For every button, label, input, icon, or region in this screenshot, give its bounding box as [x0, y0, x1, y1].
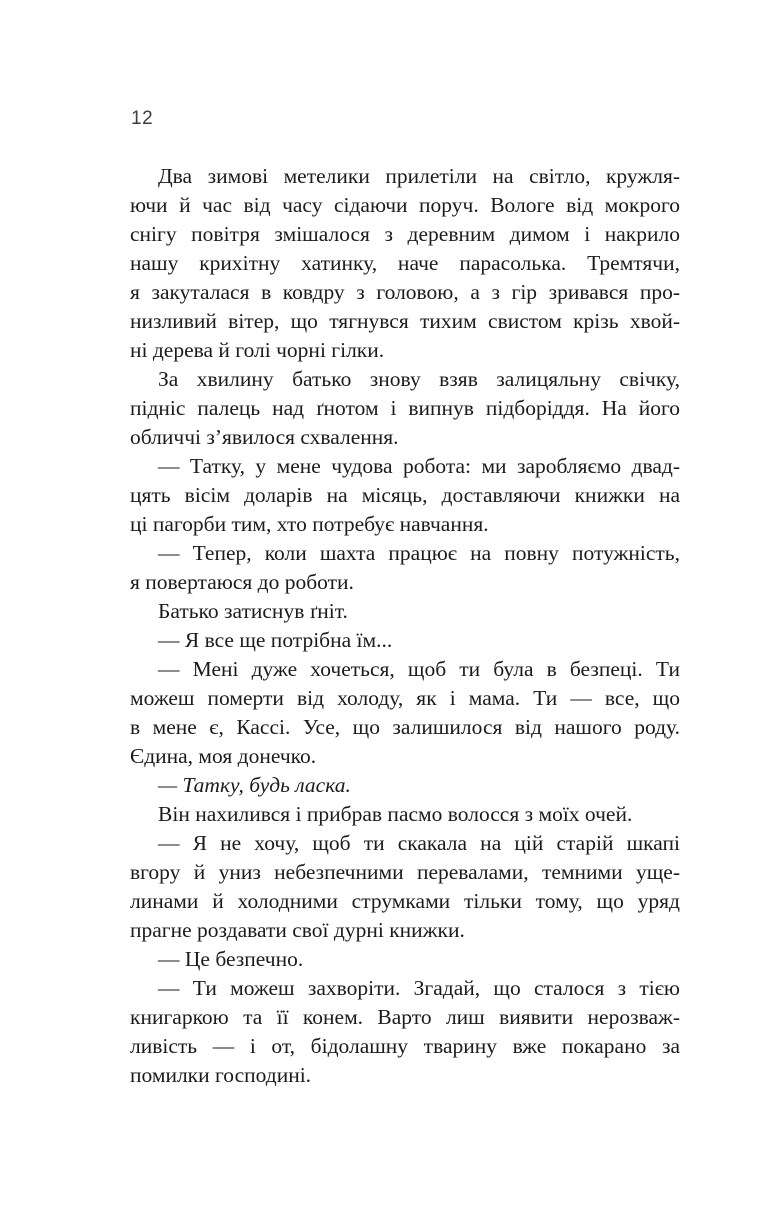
text-line: — Я не хочу, щоб ти скакала на цій старій шкапі: [158, 831, 680, 855]
text-line: можеш померти від холоду, як і мама. Ти — все, що: [130, 686, 680, 710]
text-line: Два зимові метелики прилетіли на світло, кружля-: [158, 164, 680, 188]
text-line: — Тепер, коли шахта працює на повну потужність,: [158, 541, 680, 565]
text-line: — Мені дуже хочеться, щоб ти була в безпеці. Ти: [158, 657, 680, 681]
text-line: прагне роздавати свої дурні книжки.: [130, 918, 465, 942]
paragraph: [130, 655, 680, 771]
page-number: 12: [131, 108, 154, 129]
paragraph: [130, 162, 680, 365]
text-line: — Це безпечно.: [158, 947, 304, 971]
paragraph: [130, 829, 680, 945]
text-line: помилки господині.: [130, 1063, 312, 1087]
text-line: ливість — і от, бідолашну тварину вже покарано за: [130, 1034, 680, 1058]
paragraph: [130, 771, 680, 800]
text-line: ці пагорби тим, хто потребує навчання.: [130, 512, 489, 536]
text-line: — Татку, будь ласка.: [158, 773, 351, 797]
text-line: підніс палець над ґнотом і випнув підборіддя. На його: [130, 396, 680, 420]
text-line: — Татку, у мене чудова робота: ми заробляємо двад-: [158, 454, 680, 478]
text-line: ні дерева й голі чорні гілки.: [130, 338, 385, 362]
text-line: Єдина, моя донечко.: [130, 744, 317, 768]
text-line: в мене є, Кассі. Усе, що залишилося від нашого роду.: [130, 715, 680, 739]
paragraph: [130, 539, 680, 597]
paragraph: [130, 945, 680, 974]
paragraph: [130, 452, 680, 539]
paragraph: [130, 800, 680, 829]
text-line: я повертаюся до роботи.: [130, 570, 354, 594]
text-line: цять вісім доларів на місяць, доставляючи книжки на: [130, 483, 680, 507]
text-line: линами й холодними струмками тільки тому, що уряд: [130, 889, 680, 913]
text-line: За хвилину батько знову взяв залицяльну свічку,: [158, 367, 680, 391]
text-line: книгаркою та її конем. Варто лиш виявити нерозваж-: [130, 1005, 680, 1029]
text-line: Батько затиснув ґніт.: [158, 599, 348, 623]
text-line: Він нахилився і прибрав пасмо волосся з моїх очей.: [158, 802, 633, 826]
text-line: низливий вітер, що тягнувся тихим свистом крізь хвой-: [130, 309, 680, 333]
text-line: нашу крихітну хатинку, наче парасолька. Тремтячи,: [130, 251, 680, 275]
text-line: вгору й униз небезпечними перевалами, темними уще-: [130, 860, 680, 884]
text-line: обличчі з’явилося схвалення.: [130, 425, 399, 449]
text-line: ючи й час від часу сідаючи поруч. Вологе від мокрого: [130, 193, 680, 217]
paragraph: [130, 974, 680, 1090]
text-line: — Ти можеш захворіти. Згадай, що сталося з тією: [158, 976, 680, 1000]
text-line: — Я все ще потрібна їм...: [158, 628, 393, 652]
paragraph: [130, 626, 680, 655]
paragraph: [130, 597, 680, 626]
text-line: снігу повітря змішалося з деревним димом і накрило: [130, 222, 680, 246]
paragraph: [130, 365, 680, 452]
text-line: я закуталася в ковдру з головою, а з гір зривався про-: [130, 280, 680, 304]
text-block: [130, 162, 680, 1090]
